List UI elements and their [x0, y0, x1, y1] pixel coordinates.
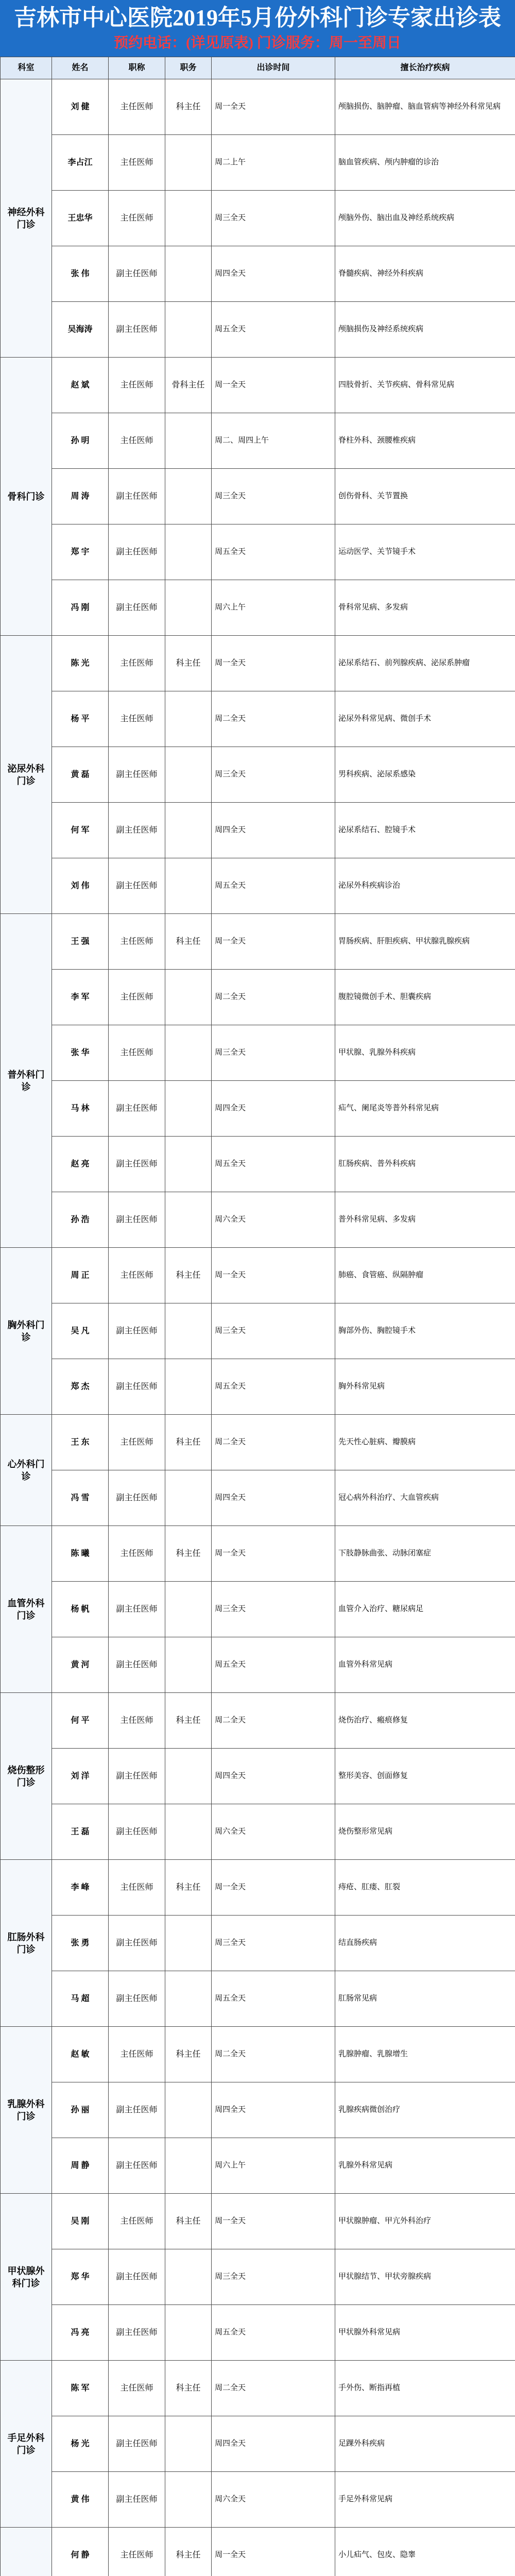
- table-row: [1, 1860, 515, 1916]
- doctor-title-cell: 主任医师: [109, 2528, 165, 2576]
- doctor-title-cell: 副主任医师: [109, 1916, 165, 1971]
- title-banner: [0, 0, 515, 57]
- doctor-name-cell: 陈 曦: [52, 1526, 109, 1582]
- doctor-title-cell: 主任医师: [109, 1415, 165, 1470]
- table-row: [1, 1081, 515, 1137]
- doctor-post-cell: [165, 2416, 212, 2472]
- table-row: [1, 2472, 515, 2528]
- doctor-title-cell: 主任医师: [109, 2361, 165, 2416]
- doctor-title-cell: 副主任医师: [109, 1470, 165, 1526]
- table-row: [1, 135, 515, 191]
- clinic-time-cell: 周三全天: [212, 1916, 335, 1971]
- clinic-time-cell: 周二全天: [212, 691, 335, 747]
- doctor-name-cell: 杨 光: [52, 2416, 109, 2472]
- doctor-post-cell: [165, 747, 212, 803]
- doctor-post-cell: 科主任: [165, 2027, 212, 2082]
- clinic-time-cell: 周一全天: [212, 79, 335, 135]
- doctor-title-cell: 副主任医师: [109, 2472, 165, 2528]
- doctor-name-cell: 何 平: [52, 1693, 109, 1749]
- table-row: [1, 358, 515, 413]
- doctor-post-cell: 科主任: [165, 1693, 212, 1749]
- clinic-time-cell: 周四全天: [212, 2082, 335, 2138]
- doctor-name-cell: 王 东: [52, 1415, 109, 1470]
- doctor-title-cell: 主任医师: [109, 1025, 165, 1081]
- specialty-cell: 手外伤、断指再植: [335, 2361, 515, 2416]
- doctor-post-cell: 科主任: [165, 2361, 212, 2416]
- doctor-name-cell: 杨 帆: [52, 1582, 109, 1637]
- clinic-time-cell: 周二全天: [212, 2027, 335, 2082]
- doctor-title-cell: 主任医师: [109, 79, 165, 135]
- clinic-time-cell: 周二、周四上午: [212, 413, 335, 469]
- clinic-time-cell: 周四全天: [212, 803, 335, 858]
- specialty-cell: 乳腺疾病微创治疗: [335, 2082, 515, 2138]
- doctor-name-cell: 李占江: [52, 135, 109, 191]
- specialty-cell: 颅脑损伤、脑肿瘤、脑血管病等神经外科常见病: [335, 79, 515, 135]
- doctor-post-cell: 科主任: [165, 1526, 212, 1582]
- doctor-name-cell: 周 静: [52, 2138, 109, 2194]
- doctor-post-cell: [165, 803, 212, 858]
- doctor-title-cell: 主任医师: [109, 135, 165, 191]
- doctor-title-cell: 主任医师: [109, 1693, 165, 1749]
- specialty-cell: 颅脑外伤、脑出血及神经系统疾病: [335, 191, 515, 246]
- table-row: [1, 413, 515, 469]
- doctor-name-cell: 孙 浩: [52, 1192, 109, 1248]
- specialty-cell: 血管外科常见病: [335, 1637, 515, 1693]
- doctor-name-cell: 王忠华: [52, 191, 109, 246]
- doctor-title-cell: 副主任医师: [109, 524, 165, 580]
- specialty-cell: 结直肠疾病: [335, 1916, 515, 1971]
- doctor-title-cell: 副主任医师: [109, 302, 165, 358]
- doctor-post-cell: [165, 1192, 212, 1248]
- specialty-cell: 脊柱外科、颈腰椎疾病: [335, 413, 515, 469]
- doctor-post-cell: 科主任: [165, 1415, 212, 1470]
- table-row: [1, 2361, 515, 2416]
- doctor-title-cell: 主任医师: [109, 2194, 165, 2249]
- table-row: [1, 636, 515, 691]
- clinic-time-cell: 周四全天: [212, 2416, 335, 2472]
- clinic-time-cell: 周五全天: [212, 1637, 335, 1693]
- doctor-post-cell: [165, 1081, 212, 1137]
- doctor-name-cell: 冯 雪: [52, 1470, 109, 1526]
- doctor-title-cell: 主任医师: [109, 691, 165, 747]
- doctor-post-cell: [165, 1303, 212, 1359]
- doctor-title-cell: 副主任医师: [109, 2138, 165, 2194]
- dept-cell: [1, 2528, 52, 2576]
- table-row: [1, 1470, 515, 1526]
- doctor-title-cell: 主任医师: [109, 191, 165, 246]
- clinic-time-cell: 周六上午: [212, 580, 335, 636]
- specialty-cell: 足踝外科疾病: [335, 2416, 515, 2472]
- specialty-cell: 下肢静脉曲张、动脉闭塞症: [335, 1526, 515, 1582]
- doctor-post-cell: [165, 2138, 212, 2194]
- doctor-title-cell: 副主任医师: [109, 858, 165, 914]
- doctor-name-cell: 何 军: [52, 803, 109, 858]
- doctor-name-cell: 冯 刚: [52, 580, 109, 636]
- doctor-post-cell: [165, 135, 212, 191]
- doctor-post-cell: [165, 302, 212, 358]
- column-header-title: 职称: [109, 57, 165, 79]
- doctor-title-cell: 主任医师: [109, 413, 165, 469]
- doctor-name-cell: 郑 杰: [52, 1359, 109, 1415]
- doctor-title-cell: 主任医师: [109, 1526, 165, 1582]
- doctor-name-cell: 马 超: [52, 1971, 109, 2027]
- doctor-post-cell: [165, 1470, 212, 1526]
- doctor-post-cell: 科主任: [165, 79, 212, 135]
- specialty-cell: 胸外科常见病: [335, 1359, 515, 1415]
- doctor-name-cell: 赵 斌: [52, 358, 109, 413]
- specialty-cell: 小儿疝气、包皮、隐睾: [335, 2528, 515, 2576]
- table-row: [1, 191, 515, 246]
- doctor-title-cell: 副主任医师: [109, 1582, 165, 1637]
- specialty-cell: 手足外科常见病: [335, 2472, 515, 2528]
- table-row: [1, 747, 515, 803]
- clinic-time-cell: 周五全天: [212, 302, 335, 358]
- table-body: [1, 79, 515, 2576]
- table-row: [1, 1025, 515, 1081]
- doctor-post-cell: [165, 1804, 212, 1860]
- doctor-name-cell: 孙 丽: [52, 2082, 109, 2138]
- doctor-name-cell: 吴海涛: [52, 302, 109, 358]
- table-row: [1, 2194, 515, 2249]
- specialty-cell: 疝气、阑尾炎等普外科常见病: [335, 1081, 515, 1137]
- dept-cell: 胸外科门诊: [1, 1248, 52, 1415]
- doctor-post-cell: [165, 2249, 212, 2305]
- specialty-cell: 颅脑损伤及神经系统疾病: [335, 302, 515, 358]
- clinic-time-cell: 周三全天: [212, 191, 335, 246]
- doctor-name-cell: 刘 健: [52, 79, 109, 135]
- specialty-cell: 脊髓疾病、神经外科疾病: [335, 246, 515, 302]
- doctor-post-cell: [165, 970, 212, 1025]
- doctor-name-cell: 刘 伟: [52, 858, 109, 914]
- column-header-skill: 擅长治疗疾病: [335, 57, 515, 79]
- clinic-time-cell: 周二全天: [212, 1693, 335, 1749]
- specialty-cell: 脑血管疾病、颅内肿瘤的诊治: [335, 135, 515, 191]
- doctor-name-cell: 陈 光: [52, 636, 109, 691]
- clinic-time-cell: 周五全天: [212, 524, 335, 580]
- doctor-post-cell: [165, 2305, 212, 2361]
- doctor-title-cell: 副主任医师: [109, 246, 165, 302]
- dept-cell: 手足外科门诊: [1, 2361, 52, 2528]
- doctor-title-cell: 副主任医师: [109, 469, 165, 524]
- doctor-title-cell: 主任医师: [109, 1860, 165, 1916]
- clinic-time-cell: 周四全天: [212, 246, 335, 302]
- doctor-post-cell: [165, 246, 212, 302]
- clinic-time-cell: 周三全天: [212, 1582, 335, 1637]
- specialty-cell: 乳腺外科常见病: [335, 2138, 515, 2194]
- column-header-post: 职务: [165, 57, 212, 79]
- doctor-name-cell: 黄 河: [52, 1637, 109, 1693]
- doctor-title-cell: 副主任医师: [109, 1804, 165, 1860]
- table-row: [1, 803, 515, 858]
- clinic-time-cell: 周六上午: [212, 2138, 335, 2194]
- specialty-cell: 肺癌、食管癌、纵隔肿瘤: [335, 1248, 515, 1303]
- doctor-name-cell: 张 华: [52, 1025, 109, 1081]
- table-row: [1, 2305, 515, 2361]
- clinic-time-cell: 周四全天: [212, 1749, 335, 1804]
- doctor-title-cell: 主任医师: [109, 1248, 165, 1303]
- table-row: [1, 1192, 515, 1248]
- table-row: [1, 1637, 515, 1693]
- doctor-name-cell: 李 峰: [52, 1860, 109, 1916]
- doctor-title-cell: 主任医师: [109, 970, 165, 1025]
- doctor-post-cell: [165, 1137, 212, 1192]
- specialty-cell: 甲状腺、乳腺外科疾病: [335, 1025, 515, 1081]
- doctor-title-cell: 副主任医师: [109, 2416, 165, 2472]
- clinic-time-cell: 周二上午: [212, 135, 335, 191]
- table-row: [1, 970, 515, 1025]
- specialty-cell: 运动医学、关节镜手术: [335, 524, 515, 580]
- table-row: [1, 1693, 515, 1749]
- clinic-time-cell: 周一全天: [212, 358, 335, 413]
- doctor-post-cell: [165, 413, 212, 469]
- clinic-time-cell: 周三全天: [212, 747, 335, 803]
- doctor-post-cell: [165, 469, 212, 524]
- doctor-title-cell: 主任医师: [109, 914, 165, 970]
- specialty-cell: 甲状腺外科常见病: [335, 2305, 515, 2361]
- doctor-name-cell: 李 军: [52, 970, 109, 1025]
- doctor-name-cell: 马 林: [52, 1081, 109, 1137]
- column-header-name: 姓名: [52, 57, 109, 79]
- table-row: [1, 1415, 515, 1470]
- doctor-name-cell: 张 勇: [52, 1916, 109, 1971]
- doctor-name-cell: 王 强: [52, 914, 109, 970]
- specialty-cell: 泌尿外科常见病、微创手术: [335, 691, 515, 747]
- doctor-title-cell: 副主任医师: [109, 2249, 165, 2305]
- table-row: [1, 2416, 515, 2472]
- specialty-cell: 先天性心脏病、瓣膜病: [335, 1415, 515, 1470]
- specialty-cell: 肛肠疾病、普外科疾病: [335, 1137, 515, 1192]
- table-row: [1, 1804, 515, 1860]
- doctor-post-cell: 科主任: [165, 2528, 212, 2576]
- doctor-post-cell: [165, 191, 212, 246]
- doctor-title-cell: 副主任医师: [109, 1081, 165, 1137]
- doctor-name-cell: 张 伟: [52, 246, 109, 302]
- doctor-name-cell: 何 静: [52, 2528, 109, 2576]
- doctor-title-cell: 副主任医师: [109, 1749, 165, 1804]
- table-row: [1, 246, 515, 302]
- dept-cell: 神经外科门诊: [1, 79, 52, 358]
- clinic-time-cell: 周六全天: [212, 2472, 335, 2528]
- clinic-time-cell: 周六全天: [212, 1192, 335, 1248]
- table-row: [1, 1248, 515, 1303]
- doctor-title-cell: 副主任医师: [109, 803, 165, 858]
- table-row: [1, 1303, 515, 1359]
- doctor-title-cell: 副主任医师: [109, 2305, 165, 2361]
- specialty-cell: 泌尿系结石、腔镜手术: [335, 803, 515, 858]
- table-header-row: [1, 57, 515, 79]
- table-row: [1, 1359, 515, 1415]
- doctor-title-cell: 副主任医师: [109, 1192, 165, 1248]
- specialty-cell: 胃肠疾病、肝胆疾病、甲状腺乳腺疾病: [335, 914, 515, 970]
- clinic-time-cell: 周三全天: [212, 2249, 335, 2305]
- specialty-cell: 胸部外伤、胸腔镜手术: [335, 1303, 515, 1359]
- doctor-title-cell: 副主任医师: [109, 1971, 165, 2027]
- doctor-title-cell: 副主任医师: [109, 1303, 165, 1359]
- doctor-title-cell: 副主任医师: [109, 2082, 165, 2138]
- doctor-post-cell: [165, 858, 212, 914]
- doctor-name-cell: 吴 凡: [52, 1303, 109, 1359]
- clinic-time-cell: 周一全天: [212, 2194, 335, 2249]
- specialty-cell: 肛肠常见病: [335, 1971, 515, 2027]
- page-title: 吉林市中心医院2019年5月份外科门诊专家出诊表: [14, 5, 501, 30]
- doctor-post-cell: 科主任: [165, 1860, 212, 1916]
- doctor-title-cell: 副主任医师: [109, 580, 165, 636]
- table-row: [1, 914, 515, 970]
- clinic-time-cell: 周一全天: [212, 636, 335, 691]
- table-row: [1, 2249, 515, 2305]
- doctor-post-cell: [165, 691, 212, 747]
- specialty-cell: 整形美容、创面修复: [335, 1749, 515, 1804]
- doctor-post-cell: [165, 1916, 212, 1971]
- table-row: [1, 2138, 515, 2194]
- dept-cell: 泌尿外科门诊: [1, 636, 52, 914]
- doctor-name-cell: 郑 华: [52, 2249, 109, 2305]
- table-row: [1, 2027, 515, 2082]
- table-row: [1, 524, 515, 580]
- specialty-cell: 冠心病外科治疗、大血管疾病: [335, 1470, 515, 1526]
- doctor-name-cell: 赵 亮: [52, 1137, 109, 1192]
- table-row: [1, 1971, 515, 2027]
- table-row: [1, 302, 515, 358]
- doctor-post-cell: [165, 1025, 212, 1081]
- table-row: [1, 2082, 515, 2138]
- table-row: [1, 858, 515, 914]
- specialty-cell: 乳腺肿瘤、乳腺增生: [335, 2027, 515, 2082]
- doctor-name-cell: 陈 军: [52, 2361, 109, 2416]
- clinic-time-cell: 周一全天: [212, 1860, 335, 1916]
- doctor-name-cell: 王 磊: [52, 1804, 109, 1860]
- specialty-cell: 腹腔镜微创手术、胆囊疾病: [335, 970, 515, 1025]
- clinic-time-cell: 周二全天: [212, 2361, 335, 2416]
- table-row: [1, 1526, 515, 1582]
- specialty-cell: 甲状腺肿瘤、甲亢外科治疗: [335, 2194, 515, 2249]
- doctor-name-cell: 郑 宇: [52, 524, 109, 580]
- clinic-time-cell: 周一全天: [212, 1248, 335, 1303]
- doctor-name-cell: 周 正: [52, 1248, 109, 1303]
- dept-cell: 乳腺外科门诊: [1, 2027, 52, 2194]
- doctor-name-cell: 冯 亮: [52, 2305, 109, 2361]
- specialty-cell: 男科疾病、泌尿系感染: [335, 747, 515, 803]
- specialty-cell: 烧伤整形常见病: [335, 1804, 515, 1860]
- clinic-time-cell: 周六全天: [212, 1804, 335, 1860]
- specialty-cell: 普外科常见病、多发病: [335, 1192, 515, 1248]
- table-row: [1, 1582, 515, 1637]
- table-row: [1, 1916, 515, 1971]
- doctor-post-cell: [165, 1749, 212, 1804]
- doctor-name-cell: 杨 平: [52, 691, 109, 747]
- clinic-time-cell: 周三全天: [212, 469, 335, 524]
- doctor-name-cell: 刘 洋: [52, 1749, 109, 1804]
- doctor-post-cell: [165, 524, 212, 580]
- column-header-dept: 科室: [1, 57, 52, 79]
- doctor-title-cell: 主任医师: [109, 358, 165, 413]
- specialty-cell: 烧伤治疗、瘢痕修复: [335, 1693, 515, 1749]
- doctor-post-cell: [165, 1582, 212, 1637]
- doctor-post-cell: [165, 1971, 212, 2027]
- clinic-time-cell: 周五全天: [212, 858, 335, 914]
- doctor-post-cell: [165, 1359, 212, 1415]
- clinic-time-cell: 周一全天: [212, 1526, 335, 1582]
- specialty-cell: 血管介入治疗、糖尿病足: [335, 1582, 515, 1637]
- doctor-name-cell: 孙 明: [52, 413, 109, 469]
- doctor-post-cell: [165, 1637, 212, 1693]
- specialty-cell: 创伤骨科、关节置换: [335, 469, 515, 524]
- table-row: [1, 580, 515, 636]
- doctor-post-cell: [165, 2472, 212, 2528]
- table-row: [1, 691, 515, 747]
- doctor-post-cell: 科主任: [165, 914, 212, 970]
- specialty-cell: 甲状腺结节、甲状旁腺疾病: [335, 2249, 515, 2305]
- clinic-time-cell: 周五全天: [212, 1137, 335, 1192]
- doctor-name-cell: 黄 伟: [52, 2472, 109, 2528]
- dept-cell: 甲状腺外科门诊: [1, 2194, 52, 2361]
- doctor-name-cell: 周 涛: [52, 469, 109, 524]
- doctor-post-cell: 骨科主任: [165, 358, 212, 413]
- specialty-cell: 骨科常见病、多发病: [335, 580, 515, 636]
- page-subtitle: 预约电话：(详见原表) 门诊服务：周一至周日: [114, 35, 401, 51]
- doctor-post-cell: [165, 2082, 212, 2138]
- table-row: [1, 469, 515, 524]
- doctor-post-cell: [165, 580, 212, 636]
- doctor-post-cell: 科主任: [165, 2194, 212, 2249]
- clinic-time-cell: 周五全天: [212, 1971, 335, 2027]
- doctor-name-cell: 黄 磊: [52, 747, 109, 803]
- dept-cell: 普外科门诊: [1, 914, 52, 1248]
- specialty-cell: 四肢骨折、关节疾病、骨科常见病: [335, 358, 515, 413]
- doctor-name-cell: 吴 刚: [52, 2194, 109, 2249]
- dept-cell: 心外科门诊: [1, 1415, 52, 1526]
- column-header-time: 出诊时间: [212, 57, 335, 79]
- doctor-title-cell: 副主任医师: [109, 1359, 165, 1415]
- doctor-title-cell: 副主任医师: [109, 1137, 165, 1192]
- dept-cell: 血管外科门诊: [1, 1526, 52, 1693]
- specialty-cell: 泌尿外科疾病诊治: [335, 858, 515, 914]
- doctor-title-cell: 副主任医师: [109, 1637, 165, 1693]
- schedule-table: [0, 57, 515, 2576]
- doctor-title-cell: 副主任医师: [109, 747, 165, 803]
- clinic-time-cell: 周一全天: [212, 914, 335, 970]
- clinic-time-cell: 周四全天: [212, 1081, 335, 1137]
- doctor-post-cell: 科主任: [165, 636, 212, 691]
- dept-cell: 肛肠外科门诊: [1, 1860, 52, 2027]
- doctor-name-cell: 赵 敏: [52, 2027, 109, 2082]
- doctor-title-cell: 主任医师: [109, 636, 165, 691]
- dept-cell: 烧伤整形门诊: [1, 1693, 52, 1860]
- clinic-time-cell: 周四全天: [212, 1470, 335, 1526]
- clinic-time-cell: 周三全天: [212, 1025, 335, 1081]
- doctor-post-cell: 科主任: [165, 1248, 212, 1303]
- schedule-table-wrapper: [0, 57, 515, 2576]
- clinic-time-cell: 周三全天: [212, 1303, 335, 1359]
- table-row: [1, 2528, 515, 2576]
- specialty-cell: 痔疮、肛瘘、肛裂: [335, 1860, 515, 1916]
- dept-cell: 骨科门诊: [1, 358, 52, 636]
- specialty-cell: 泌尿系结石、前列腺疾病、泌尿系肿瘤: [335, 636, 515, 691]
- clinic-time-cell: 周五全天: [212, 2305, 335, 2361]
- clinic-time-cell: 周五全天: [212, 1359, 335, 1415]
- clinic-time-cell: 周二全天: [212, 1415, 335, 1470]
- table-row: [1, 79, 515, 135]
- clinic-time-cell: 周二全天: [212, 970, 335, 1025]
- clinic-time-cell: 周一全天: [212, 2528, 335, 2576]
- table-row: [1, 1749, 515, 1804]
- doctor-title-cell: 主任医师: [109, 2027, 165, 2082]
- table-row: [1, 1137, 515, 1192]
